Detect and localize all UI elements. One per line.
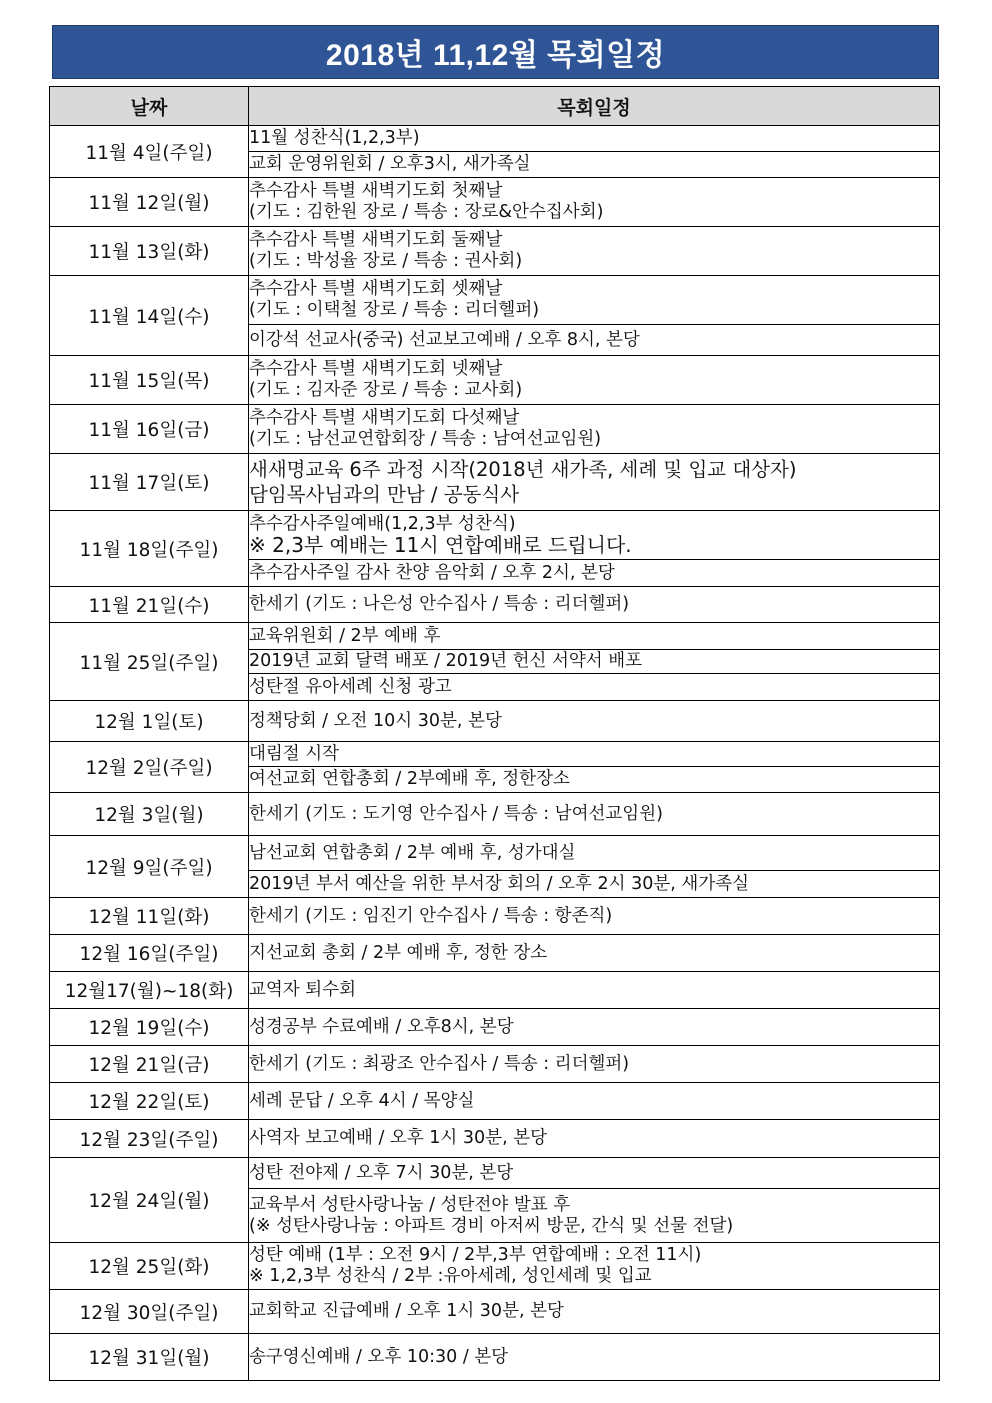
date-cell: 12월 16일(주일) bbox=[50, 935, 249, 972]
schedule-line: 추수감사주일예배(1,2,3부 성찬식) bbox=[249, 514, 516, 534]
schedule-cell bbox=[249, 454, 940, 511]
schedule-line: 추수감사 특별 새벽기도회 첫째날 bbox=[249, 181, 503, 201]
schedule-cell bbox=[249, 701, 940, 742]
schedule-table bbox=[49, 86, 940, 1381]
table-row bbox=[50, 511, 940, 560]
table-row bbox=[50, 742, 940, 767]
schedule-cell bbox=[249, 1158, 940, 1189]
date-cell: 11월 25일(주일) bbox=[50, 623, 249, 701]
date-cell: 12월 22일(토) bbox=[50, 1083, 249, 1120]
schedule-cell bbox=[249, 674, 940, 701]
schedule-line: 한세기 (기도 : 나은성 안수집사 / 특송 : 리더헬퍼) bbox=[249, 594, 630, 614]
schedule-line: 11월 성찬식(1,2,3부) bbox=[249, 128, 420, 148]
date-cell: 11월 14일(수) bbox=[50, 276, 249, 356]
schedule-line: 지선교회 총회 / 2부 예배 후, 정한 장소 bbox=[249, 942, 548, 963]
schedule-line: 성탄절 유아세례 신청 광고 bbox=[249, 676, 452, 697]
title-bar bbox=[52, 25, 939, 79]
date-cell: 12월 1일(토) bbox=[50, 701, 249, 742]
schedule-cell bbox=[249, 227, 940, 276]
schedule-cell bbox=[249, 972, 940, 1009]
schedule-line: ※ 2,3부 예배는 11시 연합예배로 드립니다. bbox=[249, 533, 632, 557]
date-cell: 11월 4일(주일) bbox=[50, 126, 249, 178]
date-cell: 12월 2일(주일) bbox=[50, 742, 249, 793]
table-row bbox=[50, 972, 940, 1009]
date-cell: 11월 15일(목) bbox=[50, 356, 249, 405]
schedule-line: 추수감사 특별 새벽기도회 셋째날 bbox=[249, 279, 503, 299]
date-cell: 11월 18일(주일) bbox=[50, 511, 249, 587]
schedule-line: (※ 성탄사랑나눔 : 아파트 경비 아저씨 방문, 간식 및 선물 전달) bbox=[249, 1215, 734, 1236]
schedule-cell bbox=[249, 325, 940, 356]
table-row bbox=[50, 1009, 940, 1046]
schedule-line: ※ 1,2,3부 성찬식 / 2부 :유아세례, 성인세례 및 입교 bbox=[249, 1266, 652, 1286]
date-cell: 12월17(월)~18(화) bbox=[50, 972, 249, 1009]
schedule-cell bbox=[249, 1083, 940, 1120]
schedule-cell bbox=[249, 152, 940, 178]
schedule-cell bbox=[249, 898, 940, 935]
schedule-cell bbox=[249, 587, 940, 623]
date-cell: 11월 13일(화) bbox=[50, 227, 249, 276]
schedule-line: 성탄 전야제 / 오후 7시 30분, 본당 bbox=[249, 1162, 514, 1183]
date-cell: 12월 21일(금) bbox=[50, 1046, 249, 1083]
schedule-line: 이강석 선교사(중국) 선교보고예배 / 오후 8시, 본당 bbox=[249, 329, 640, 350]
schedule-cell bbox=[249, 560, 940, 587]
schedule-line: 추수감사주일 감사 찬양 음악회 / 오후 2시, 본당 bbox=[249, 562, 615, 583]
date-cell: 12월 11일(화) bbox=[50, 898, 249, 935]
page-title: 2018년 11,12월 목회일정 bbox=[325, 39, 666, 72]
schedule-line: 정책당회 / 오전 10시 30분, 본당 bbox=[249, 710, 502, 731]
schedule-line: 교역자 퇴수회 bbox=[249, 979, 356, 1000]
schedule-cell bbox=[249, 178, 940, 227]
table-row bbox=[50, 276, 940, 325]
table-row bbox=[50, 126, 940, 152]
schedule-cell bbox=[249, 623, 940, 650]
table-row bbox=[50, 701, 940, 742]
schedule-cell bbox=[249, 1120, 940, 1158]
schedule-cell bbox=[249, 356, 940, 405]
schedule-cell bbox=[249, 1290, 940, 1334]
schedule-cell bbox=[249, 1334, 940, 1381]
date-cell: 11월 16일(금) bbox=[50, 405, 249, 454]
header-row bbox=[50, 87, 940, 126]
schedule-line: (기도 : 남선교연합회장 / 특송 : 남여선교임원) bbox=[249, 429, 602, 449]
schedule-cell bbox=[249, 650, 940, 674]
table-row bbox=[50, 1046, 940, 1083]
schedule-cell bbox=[249, 793, 940, 836]
schedule-line: (기도 : 박성율 장로 / 특송 : 권사회) bbox=[249, 251, 523, 271]
schedule-cell bbox=[249, 126, 940, 152]
table-row bbox=[50, 1243, 940, 1290]
schedule-cell bbox=[249, 1243, 940, 1290]
schedule-line: 새새명교육 6주 과정 시작(2018년 새가족, 세례 및 입교 대상자) bbox=[249, 458, 797, 481]
schedule-cell bbox=[249, 511, 940, 560]
schedule-line: 교회 운영위원회 / 오후3시, 새가족실 bbox=[249, 154, 531, 174]
date-cell: 12월 24일(월) bbox=[50, 1158, 249, 1243]
table-row bbox=[50, 1158, 940, 1189]
table-row bbox=[50, 587, 940, 623]
schedule-column-header: 목회일정 bbox=[249, 87, 940, 126]
table-row bbox=[50, 1083, 940, 1120]
schedule-line: 사역자 보고예배 / 오후 1시 30분, 본당 bbox=[249, 1128, 548, 1148]
schedule-cell bbox=[249, 1009, 940, 1046]
schedule-line: 교회학교 진급예배 / 오후 1시 30분, 본당 bbox=[249, 1301, 564, 1321]
table-row bbox=[50, 1334, 940, 1381]
schedule-line: 성탄 예배 (1부 : 오전 9시 / 2부,3부 연합예배 : 오전 11시) bbox=[249, 1245, 702, 1265]
schedule-line: 성경공부 수료예배 / 오후8시, 본당 bbox=[249, 1016, 514, 1037]
date-cell: 12월 9일(주일) bbox=[50, 836, 249, 898]
date-cell: 12월 25일(화) bbox=[50, 1243, 249, 1290]
schedule-line: 교육부서 성탄사랑나눔 / 성탄전야 발표 후 bbox=[249, 1194, 571, 1215]
date-cell: 12월 23일(주일) bbox=[50, 1120, 249, 1158]
schedule-line: 추수감사 특별 새벽기도회 넷째날 bbox=[249, 359, 503, 379]
schedule-line: 한세기 (기도 : 도기영 안수집사 / 특송 : 남여선교임원) bbox=[249, 803, 663, 824]
schedule-cell bbox=[249, 1046, 940, 1083]
schedule-line: 추수감사 특별 새벽기도회 둘째날 bbox=[249, 230, 503, 250]
table-row bbox=[50, 1120, 940, 1158]
schedule-cell bbox=[249, 742, 940, 767]
table-row bbox=[50, 178, 940, 227]
table-row bbox=[50, 935, 940, 972]
table-row bbox=[50, 454, 940, 511]
date-column-header: 날짜 bbox=[50, 87, 249, 126]
schedule-line: (기도 : 이택철 장로 / 특송 : 리더헬퍼) bbox=[249, 300, 540, 320]
date-cell: 11월 12일(월) bbox=[50, 178, 249, 227]
schedule-cell bbox=[249, 276, 940, 325]
schedule-cell bbox=[249, 405, 940, 454]
schedule-cell bbox=[249, 767, 940, 793]
schedule-line: 여선교회 연합총회 / 2부예배 후, 정한장소 bbox=[249, 769, 570, 789]
schedule-line: 송구영신예배 / 오후 10:30 / 본당 bbox=[249, 1346, 509, 1367]
date-cell: 11월 21일(수) bbox=[50, 587, 249, 623]
date-cell: 12월 3일(월) bbox=[50, 793, 249, 836]
schedule-line: 2019년 부서 예산을 위한 부서장 회의 / 오후 2시 30분, 새가족실 bbox=[249, 873, 750, 894]
schedule-line: 세례 문답 / 오후 4시 / 목양실 bbox=[249, 1090, 475, 1111]
table-row bbox=[50, 356, 940, 405]
schedule-cell bbox=[249, 836, 940, 871]
date-cell: 11월 17일(토) bbox=[50, 454, 249, 511]
schedule-line: 대림절 시작 bbox=[249, 743, 340, 764]
table-row bbox=[50, 898, 940, 935]
schedule-line: 담임목사님과의 만남 / 공동식사 bbox=[249, 483, 520, 506]
schedule-line: 한세기 (기도 : 임진기 안수집사 / 특송 : 항존직) bbox=[249, 905, 613, 926]
schedule-cell bbox=[249, 871, 940, 898]
table-row bbox=[50, 793, 940, 836]
schedule-line: (기도 : 김자준 장로 / 특송 : 교사회) bbox=[249, 380, 523, 400]
schedule-line: 추수감사 특별 새벽기도회 다섯째날 bbox=[249, 408, 520, 428]
schedule-line: 남선교회 연합총회 / 2부 예배 후, 성가대실 bbox=[249, 842, 576, 863]
table-row bbox=[50, 227, 940, 276]
schedule-line: 한세기 (기도 : 최광조 안수집사 / 특송 : 리더헬퍼) bbox=[249, 1053, 630, 1074]
table-row bbox=[50, 623, 940, 650]
date-cell: 12월 31일(월) bbox=[50, 1334, 249, 1381]
schedule-line: 교육위원회 / 2부 예배 후 bbox=[249, 625, 441, 646]
date-cell: 12월 30일(주일) bbox=[50, 1290, 249, 1334]
schedule-line: 2019년 교회 달력 배포 / 2019년 헌신 서약서 배포 bbox=[249, 651, 643, 671]
table-row bbox=[50, 405, 940, 454]
schedule-cell bbox=[249, 935, 940, 972]
date-cell: 12월 19일(수) bbox=[50, 1009, 249, 1046]
table-row bbox=[50, 1290, 940, 1334]
schedule-cell bbox=[249, 1189, 940, 1243]
table-row bbox=[50, 836, 940, 871]
schedule-line: (기도 : 김한원 장로 / 특송 : 장로&안수집사회) bbox=[249, 202, 604, 222]
